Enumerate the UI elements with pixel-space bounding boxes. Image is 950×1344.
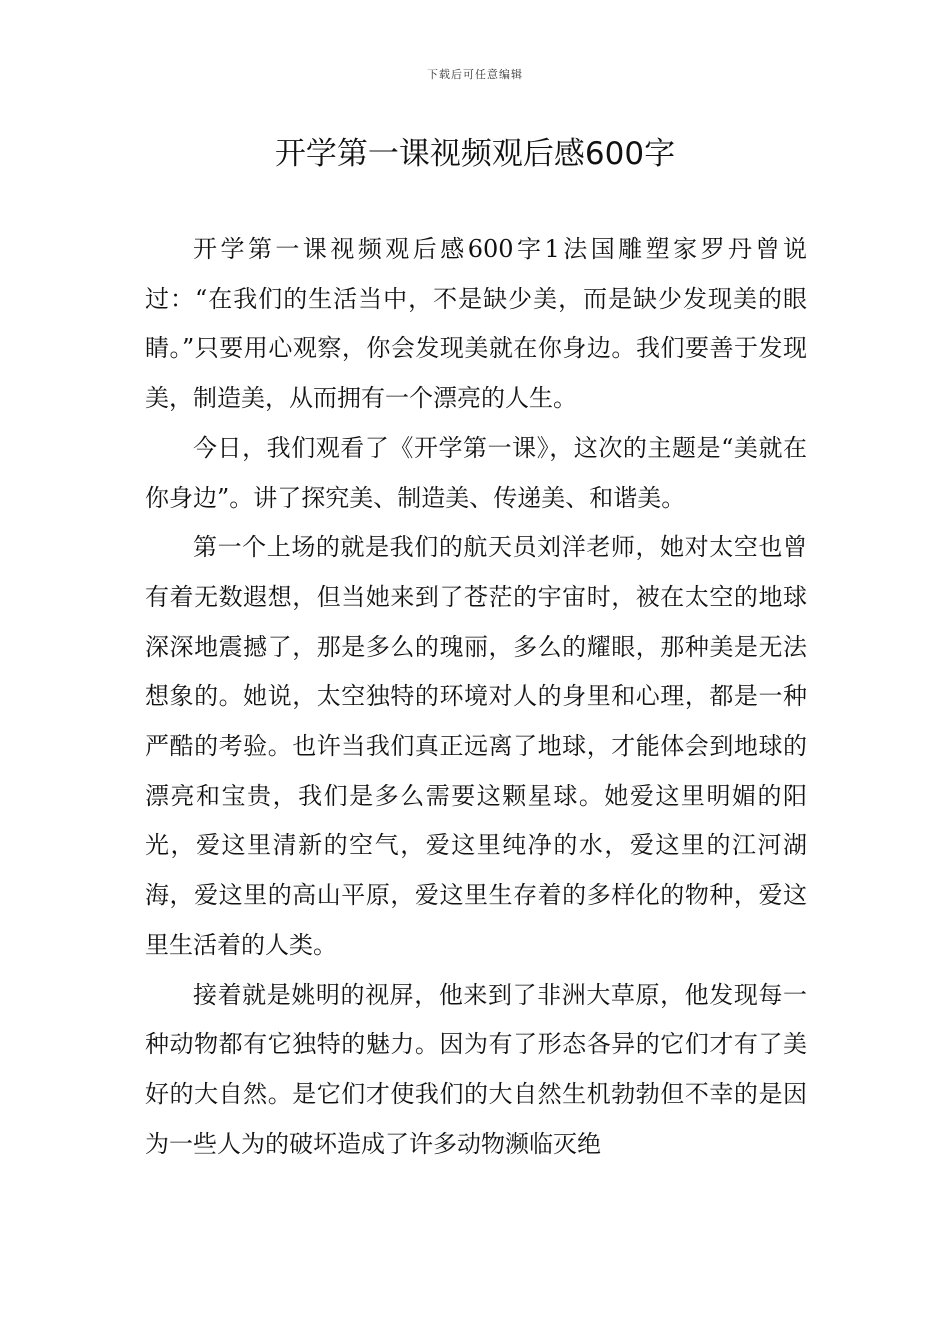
paragraph-2: 今日，我们观看了《开学第一课》，这次的主题是“美就在你身边”。讲了探究美、制造美、传递美、和谐美。 — [145, 433, 807, 512]
document-title: 开学第一课视频观后感600字 — [274, 136, 676, 172]
paragraph-1: 开学第一课视频观后感600字1法国雕塑家罗丹曾说过：“在我们的生活当中，不是缺少美，而是缺少发现美的眼睛。”只要用心观察，你会发现美就在你身边。我们要善于发现美，制造美，从而拥有一个漂亮的人生。 — [145, 235, 807, 413]
paragraph-3: 第一个上场的就是我们的航天员刘洋老师，她对太空也曾有着无数遐想，但当她来到了苍茫的宇宙时，被在太空的地球深深地震撼了，那是多么的瑰丽，多么的耀眼，那种美是无法想象的。她说，太空独特的环境对人的身里和心理，都是一种严酷的考验。也许当我们真正远离了地球，才能体会到地球的漂亮和宝贵，我们是多么需要这颗星球。她爱这里明媚的阳光，爱这里清新的空气，爱这里纯净的水，爱这里的江河湖海，爱这里的高山平原，爱这里生存着的多样化的物种，爱这里生活着的人类。 — [145, 533, 807, 959]
header-note: 下载后可任意编辑 — [427, 68, 523, 81]
paragraph-4: 接着就是姚明的视屏，他来到了非洲大草原，他发现每一种动物都有它独特的魅力。因为有了形态各异的它们才有了美好的大自然。是它们才使我们的大自然生机勃勃但不幸的是因为一些人为的破坏造成了许多动物濒临灭绝 — [145, 980, 807, 1158]
document-body — [145, 225, 807, 1169]
